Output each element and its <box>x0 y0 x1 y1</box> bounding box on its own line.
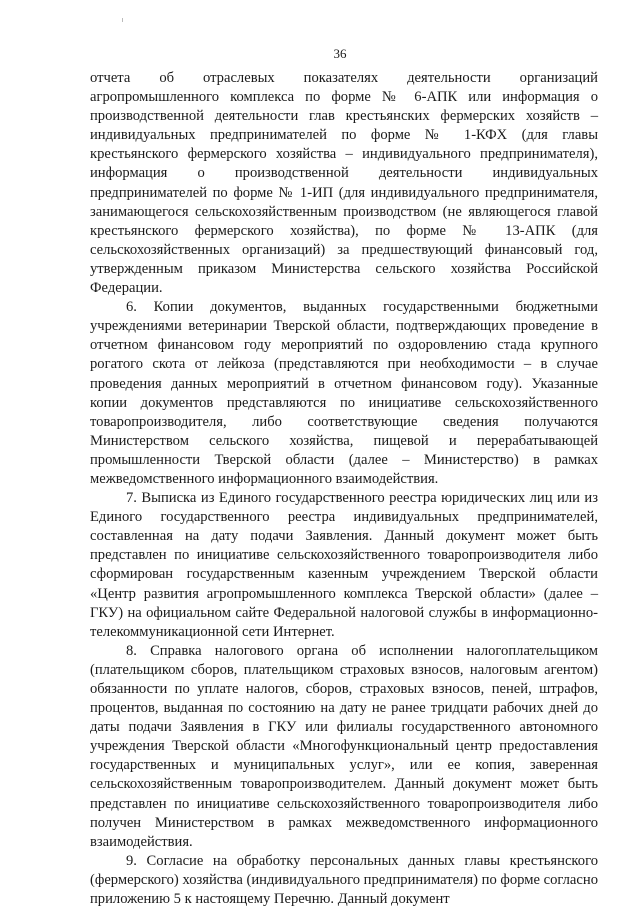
paragraph-item-6: 6. Копии документов, выданных государственными бюджетными учреждениями ветеринарии Тверской области, подтверждающих проведение в отчетном финансовом году мероприятий по оздоровлению стада крупного рогатого скота от лейкоза (представляются при необходимости – в случае проведения данных мероприятий в отчетном финансовом году). Указанные копии документов представляются по инициативе сельскохозяйственного товаропроизводителя, либо соответствующие сведения получаются Министерством сельского хозяйства, пищевой и перерабатывающей промышленности Тверской области (далее – Министерство) в рамках межведомственного информационного взаимодействия. <box>90 299 598 487</box>
scan-mark <box>122 18 123 22</box>
page-number: 36 <box>333 46 347 61</box>
paragraph-item-9: 9. Согласие на обработку персональных данных главы крестьянского (фермерского) хозяйства (индивидуального предпринимателя) по форме согласно приложению 5 к настоящему Перечню. Данный документ <box>90 852 598 908</box>
body-text <box>90 69 598 909</box>
paragraph-continuation: отчета об отраслевых показателях деятельности организаций агропромышленного комплекса по форме № 6-АПК или информация о производственной деятельности глав крестьянских фермерских хозяйств – индивидуальных предпринимателей по форме № 1-КФХ (для главы крестьянского фермерского хозяйства – индивидуального предпринимателя), информация о производственной деятельности индивидуальных предпринимателей по форме № 1-ИП (для индивидуального предпринимателя, занимающегося сельскохозяйственным производством (не являющегося главой крестьянского фермерского хозяйства), по форме № 13-АПК (для сельскохозяйственных организаций) за предшествующий финансовый год, утвержденным приказом Министерства сельского хозяйства Российской Федерации. <box>90 70 598 297</box>
paragraph-item-7: 7. Выписка из Единого государственного реестра юридических лиц или из Единого государственного реестра индивидуальных предпринимателей, составленная на дату подачи Заявления. Данный документ может быть представлен по инициативе сельскохозяйственного товаропроизводителя либо сформирован государственным казенным учреждением Тверской области «Центр развития агропромышленного комплекса Тверской области» (далее – ГКУ) на официальном сайте Федеральной налоговой службы в информационно-телекоммуникационной сети Интернет. <box>90 490 598 640</box>
paragraph-item-8: 8. Справка налогового органа об исполнении налогоплательщиком (плательщиком сборов, плательщиком страховых взносов, налоговым агентом) обязанности по уплате налогов, сборов, страховых взносов, пеней, штрафов, процентов, выданная по состоянию на дату не ранее тридцати рабочих дней до даты подачи Заявления в ГКУ или филиалы государственного автономного учреждения Тверской области «Многофункциональный центр предоставления государственных и муниципальных услуг», или ее копия, заверенная сельскохозяйственным товаропроизводителем. Данный документ может быть представлен по инициативе сельскохозяйственного товаропроизводителя либо получен Министерством в рамках межведомственного информационного взаимодействия. <box>90 642 598 850</box>
